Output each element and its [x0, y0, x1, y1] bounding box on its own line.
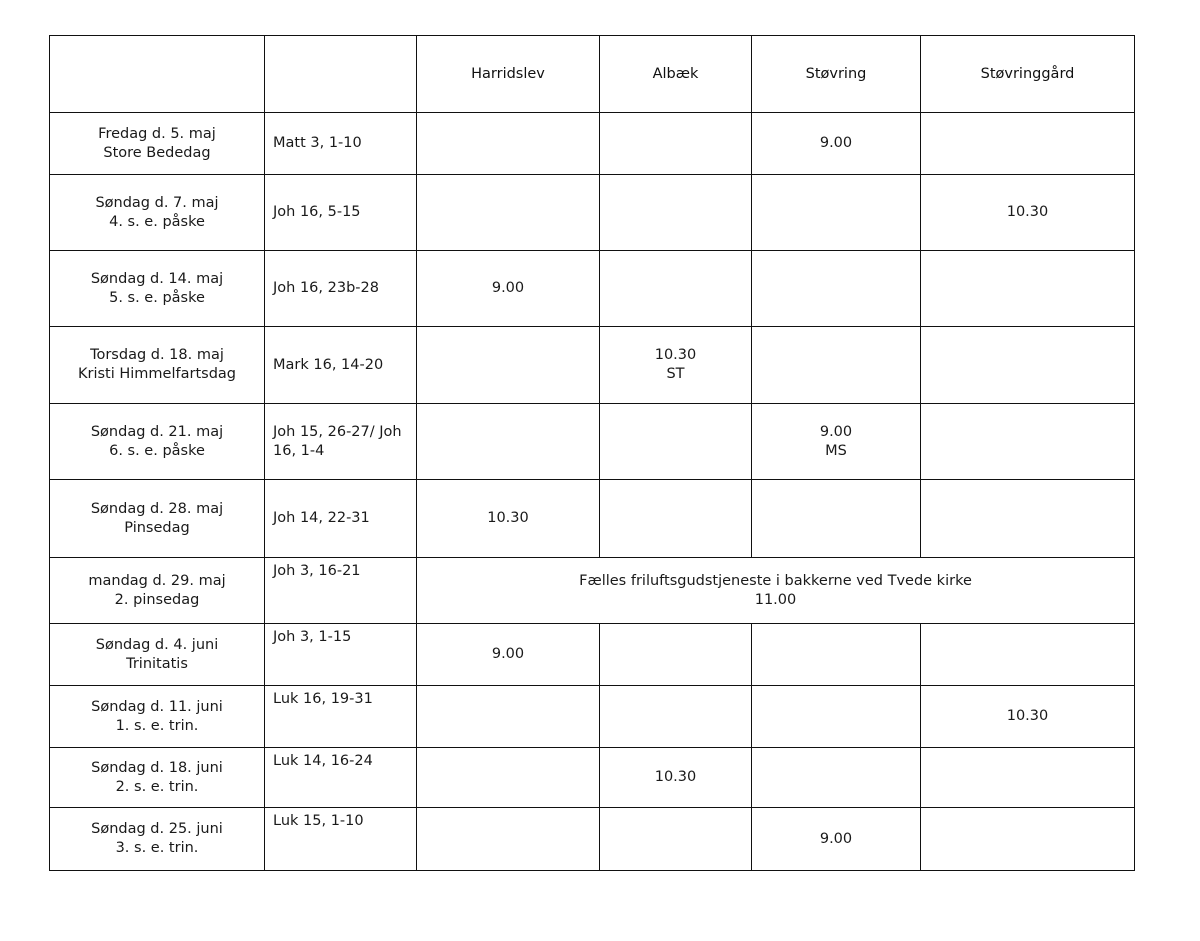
albaek-cell	[600, 327, 752, 404]
stovring-cell: 9.00	[752, 808, 921, 871]
occasion-label: 5. s. e. påske	[109, 289, 205, 306]
reading-cell: Joh 3, 1-15	[265, 624, 417, 686]
stovring-cell	[752, 251, 921, 327]
table-row	[50, 686, 1135, 748]
table-row	[50, 558, 1135, 624]
harridslev-cell	[417, 686, 600, 748]
service-time: 10.30	[654, 347, 697, 363]
date-cell	[50, 686, 265, 748]
stovringgaard-cell: 10.30	[921, 686, 1135, 748]
table-row	[50, 327, 1135, 404]
harridslev-cell	[417, 113, 600, 175]
day-label: Søndag d. 4. juni	[95, 636, 219, 653]
stovring-cell	[752, 748, 921, 808]
table-row	[50, 480, 1135, 558]
stovringgaard-cell	[921, 404, 1135, 480]
table-row	[50, 113, 1135, 175]
day-label: Søndag d. 14. maj	[90, 270, 224, 287]
reading-cell: Joh 15, 26-27/ Joh 16, 1-4	[265, 404, 417, 480]
occasion-label: Trinitatis	[126, 655, 188, 672]
reading-cell: Luk 16, 19-31	[265, 686, 417, 748]
date-cell	[50, 175, 265, 251]
stovringgaard-cell	[921, 808, 1135, 871]
date-cell	[50, 113, 265, 175]
albaek-cell	[600, 404, 752, 480]
albaek-cell	[600, 251, 752, 327]
header-harridslev: Harridslev	[417, 36, 600, 113]
day-label: Fredag d. 5. maj	[98, 125, 216, 142]
header-albaek: Albæk	[600, 36, 752, 113]
church-service-schedule	[49, 35, 1135, 871]
stovring-cell	[752, 686, 921, 748]
day-label: mandag d. 29. maj	[88, 572, 226, 589]
date-cell	[50, 327, 265, 404]
service-time: 9.00	[819, 423, 853, 440]
header-stovring: Støvring	[752, 36, 921, 113]
occasion-label: Store Bededag	[103, 144, 211, 161]
occasion-label: Pinsedag	[124, 519, 190, 536]
day-label: Søndag d. 25. juni	[91, 821, 223, 837]
table-row	[50, 175, 1135, 251]
harridslev-cell: 9.00	[417, 624, 600, 686]
harridslev-cell: 10.30	[417, 480, 600, 558]
albaek-cell: 10.30	[600, 748, 752, 808]
service-note: MS	[825, 442, 847, 459]
stovringgaard-cell	[921, 748, 1135, 808]
occasion-label: 1. s. e. trin.	[115, 717, 199, 734]
header-date	[50, 36, 265, 113]
occasion-label: Kristi Himmelfartsdag	[78, 366, 236, 382]
occasion-label: 2. pinsedag	[114, 591, 200, 608]
day-label: Søndag d. 21. maj	[90, 423, 224, 440]
table-row	[50, 624, 1135, 686]
date-cell	[50, 480, 265, 558]
albaek-cell	[600, 686, 752, 748]
reading-cell: Mark 16, 14-20	[265, 327, 417, 404]
stovring-cell	[752, 480, 921, 558]
stovringgaard-cell	[921, 624, 1135, 686]
stovringgaard-cell	[921, 113, 1135, 175]
albaek-cell	[600, 480, 752, 558]
date-cell	[50, 558, 265, 624]
stovring-cell	[752, 404, 921, 480]
day-label: Søndag d. 11. juni	[91, 698, 223, 715]
harridslev-cell	[417, 808, 600, 871]
stovring-cell	[752, 113, 921, 175]
stovring-cell	[752, 175, 921, 251]
date-cell	[50, 748, 265, 808]
harridslev-cell: 9.00	[417, 251, 600, 327]
table-row	[50, 404, 1135, 480]
date-cell	[50, 251, 265, 327]
stovringgaard-cell	[921, 480, 1135, 558]
table-row	[50, 251, 1135, 327]
reading-cell: Joh 16, 23b-28	[265, 251, 417, 327]
header-row	[50, 36, 1135, 113]
reading-cell: Luk 14, 16-24	[265, 748, 417, 808]
day-label: Torsdag d. 18. maj	[90, 347, 224, 363]
reading-cell: Joh 3, 16-21	[265, 558, 417, 624]
reading-cell: Luk 15, 1-10	[265, 808, 417, 871]
reading-cell: Matt 3, 1-10	[265, 113, 417, 175]
harridslev-cell	[417, 748, 600, 808]
header-stovringgaard: Støvringgård	[921, 36, 1135, 113]
stovring-cell	[752, 327, 921, 404]
day-label: Søndag d. 7. maj	[95, 194, 219, 211]
albaek-cell	[600, 113, 752, 175]
joint-service-cell	[417, 558, 1135, 624]
occasion-label: 6. s. e. påske	[109, 442, 205, 459]
table-row	[50, 748, 1135, 808]
stovringgaard-cell	[921, 251, 1135, 327]
albaek-cell	[600, 175, 752, 251]
harridslev-cell	[417, 175, 600, 251]
date-cell	[50, 624, 265, 686]
stovring-cell	[752, 624, 921, 686]
date-cell	[50, 404, 265, 480]
occasion-label: 4. s. e. påske	[109, 213, 205, 230]
table-row	[50, 808, 1135, 871]
joint-service-text: Fælles friluftsgudstjeneste i bakkerne ved Tvede kirke	[579, 572, 972, 589]
harridslev-cell	[417, 404, 600, 480]
day-label: Søndag d. 28. maj	[90, 500, 224, 517]
albaek-cell	[600, 624, 752, 686]
albaek-cell	[600, 808, 752, 871]
occasion-label: 2. s. e. trin.	[115, 778, 199, 795]
joint-service-time: 11.00	[754, 591, 797, 608]
service-note: ST	[666, 366, 685, 382]
harridslev-cell	[417, 327, 600, 404]
stovringgaard-cell	[921, 327, 1135, 404]
day-label: Søndag d. 18. juni	[91, 759, 223, 776]
occasion-label: 3. s. e. trin.	[115, 840, 199, 856]
reading-cell: Joh 16, 5-15	[265, 175, 417, 251]
service-time: 9.00	[819, 135, 853, 151]
stovringgaard-cell: 10.30	[921, 175, 1135, 251]
reading-cell: Joh 14, 22-31	[265, 480, 417, 558]
date-cell	[50, 808, 265, 871]
header-reading	[265, 36, 417, 113]
